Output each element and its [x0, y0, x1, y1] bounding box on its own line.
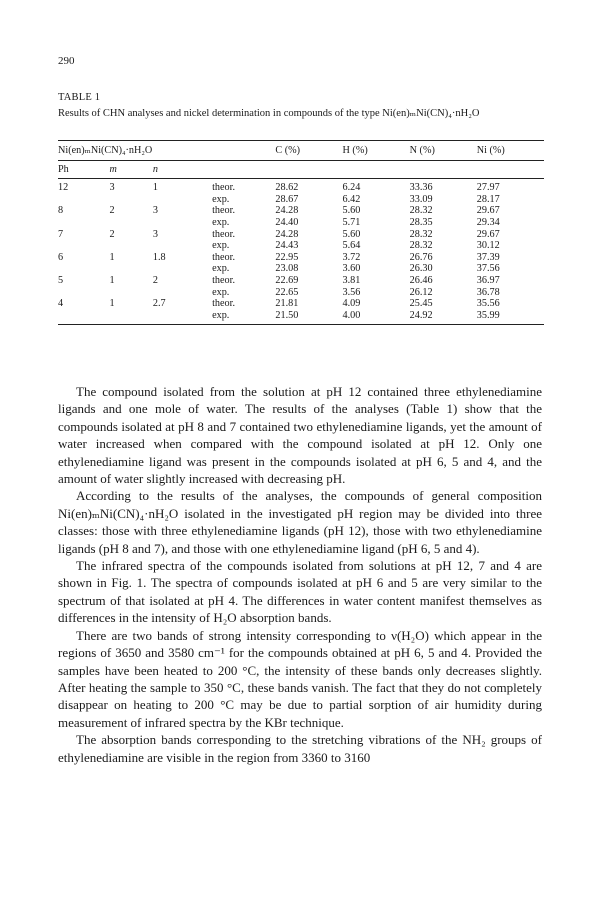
paragraph: The infrared spectra of the compounds isolated from solutions at pH 12, 7 and 4 are shown in Fig. 1. The spectra of compounds isolated at pH 6 and 5 are very similar to the spectrum of that isolated at pH 4. The differences in water content manifest themselves as differences in the intensity of H₂O absorption bands. — [58, 558, 542, 626]
header-hydrogen: H (%) — [343, 141, 410, 161]
cell-nitrogen: 25.45 — [409, 298, 433, 310]
subheader-blank — [275, 160, 342, 179]
cell-m — [101, 240, 152, 252]
cell-carbon: 21.81 — [275, 298, 299, 310]
cell-type: theor. — [212, 298, 236, 310]
cell-n — [153, 194, 212, 206]
cell-n: 1.8 — [152, 251, 166, 263]
cell-carbon: 24.40 — [275, 216, 299, 228]
cell-hydrogen: 4.00 — [343, 310, 410, 325]
paragraph: The compound isolated from the solution at pH 12 contained three ethylenediamine ligands and one mole of water. The results of the analyses (Table 1) show that the compounds isolated at pH 8 and 7 contained two ethylenediamine ligands, yet the amount of water increased when compared with the compound isolated at pH 12. Only one ethylenediamine ligand was present in the compounds isolated at pH 6, 5 and 4, and the amount of water slightly increased with decreasing pH. — [58, 384, 542, 487]
cell-hydrogen: 3.56 — [342, 286, 361, 298]
cell-nitrogen: 33.36 — [409, 182, 433, 194]
subheader-blank — [477, 160, 544, 179]
cell-ph: 12 — [58, 182, 69, 194]
table-row — [58, 205, 544, 217]
cell-n — [153, 263, 212, 275]
cell-hydrogen: 3.81 — [342, 274, 361, 286]
cell-carbon: 24.28 — [275, 205, 299, 217]
page-number: 290 — [58, 55, 75, 67]
cell-nitrogen: 28.32 — [409, 240, 433, 252]
cell-nickel: 28.17 — [476, 193, 500, 205]
table-row — [58, 229, 544, 241]
cell-carbon: 22.95 — [275, 251, 299, 263]
cell-hydrogen: 5.60 — [342, 228, 361, 240]
cell-m: 3 — [109, 182, 115, 194]
header-carbon: C (%) — [275, 141, 342, 161]
cell-ph: 4 — [58, 298, 64, 310]
subheader-blank — [343, 160, 410, 179]
header-nickel: Ni (%) — [477, 141, 544, 161]
cell-ph: 8 — [58, 205, 64, 217]
cell-hydrogen: 6.24 — [342, 182, 361, 194]
cell-carbon: 21.50 — [275, 310, 342, 325]
subheader-blank — [212, 160, 275, 179]
cell-hydrogen: 4.09 — [342, 298, 361, 310]
cell-ph — [58, 240, 101, 252]
cell-hydrogen: 5.60 — [342, 205, 361, 217]
paragraph: The absorption bands corresponding to the stretching vibrations of the NH₂ groups of ethylenediamine are visible in the region from 3360 to 3160 — [58, 732, 542, 765]
paragraph: According to the results of the analyses, the compounds of general composition Ni(en)ₘNi(CN)₄·nH₂O isolated in the investigated pH region may be divided into three classes: those with three ethylenediamine ligands (pH 12), those with two ethylenediamine ligands (pH 8 and 7), and those with one ethylenediamine ligand (pH 6, 5 and 4). — [58, 488, 542, 556]
table-row — [58, 217, 544, 229]
table-row — [58, 263, 544, 275]
cell-nickel: 36.97 — [476, 274, 500, 286]
cell-nitrogen: 24.92 — [410, 310, 477, 325]
cell-type: exp. — [212, 216, 230, 228]
cell-ph: 7 — [58, 228, 64, 240]
cell-m — [101, 217, 152, 229]
table-label: TABLE 1 — [58, 92, 101, 103]
cell-type: theor. — [212, 251, 236, 263]
cell-ph — [58, 287, 101, 299]
cell-nitrogen: 26.76 — [409, 251, 433, 263]
cell-nitrogen: 26.46 — [409, 274, 433, 286]
cell-type: exp. — [212, 240, 230, 252]
table-caption-formula: Ni(en)ₘNi(CN)₄·nH₂O — [382, 108, 480, 119]
header-nitrogen: N (%) — [410, 141, 477, 161]
cell-type: theor. — [212, 205, 236, 217]
cell-nitrogen: 28.32 — [409, 205, 433, 217]
cell-m: 1 — [109, 251, 115, 263]
cell-m — [101, 310, 152, 325]
paragraph: There are two bands of strong intensity corresponding to ν(H₂O) which appear in the regions of 3650 and 3580 cm⁻¹ for the compounds obtained at pH 6, 5 and 4. Provided the samples have been heated to 200 °C, the intensity of these bands only decreases slightly. After heating the sample to 350 °C, these bands vanish. The fact that they do not completely disappear on heating to 200 °C may be due to partial sorption of air humidity during measurement of infrared spectra by the KBr technique. — [58, 627, 542, 730]
cell-carbon: 28.67 — [275, 193, 299, 205]
cell-nitrogen: 28.32 — [409, 228, 433, 240]
cell-type: theor. — [212, 228, 236, 240]
cell-n: 3 — [152, 205, 158, 217]
table-body — [58, 179, 544, 325]
cell-type: exp. — [212, 286, 230, 298]
cell-type: theor. — [212, 182, 236, 194]
cell-ph — [58, 263, 101, 275]
cell-carbon: 23.08 — [275, 263, 299, 275]
cell-hydrogen: 3.72 — [342, 251, 361, 263]
cell-nickel: 35.99 — [477, 310, 544, 325]
cell-carbon: 22.65 — [275, 286, 299, 298]
table-row — [58, 240, 544, 252]
cell-n — [153, 240, 212, 252]
cell-n: 3 — [152, 228, 158, 240]
cell-type: exp. — [212, 193, 230, 205]
cell-nickel: 27.97 — [476, 182, 500, 194]
table-caption — [58, 107, 542, 121]
cell-n — [153, 310, 212, 325]
cell-hydrogen: 3.60 — [342, 263, 361, 275]
cell-nitrogen: 26.30 — [409, 263, 433, 275]
cell-type: theor. — [212, 274, 236, 286]
cell-nickel: 29.34 — [476, 216, 500, 228]
table-caption-text: Results of CHN analyses and nickel determination in compounds of the type — [58, 108, 380, 119]
cell-n — [153, 287, 212, 299]
cell-n: 2 — [152, 274, 158, 286]
table-row — [58, 310, 544, 325]
table-row — [58, 252, 544, 264]
cell-hydrogen: 5.71 — [342, 216, 361, 228]
cell-nickel: 29.67 — [476, 228, 500, 240]
cell-carbon: 24.28 — [275, 228, 299, 240]
table-row — [58, 287, 544, 299]
subheader-m: m — [101, 160, 152, 179]
cell-nickel: 36.78 — [476, 286, 500, 298]
cell-m: 1 — [109, 274, 115, 286]
cell-carbon: 24.43 — [275, 240, 299, 252]
cell-ph: 6 — [58, 251, 64, 263]
cell-n: 2.7 — [152, 298, 166, 310]
cell-nickel: 37.56 — [476, 263, 500, 275]
cell-m: 1 — [109, 298, 115, 310]
header-compound: Ni(en)ₘNi(CN)₄·nH₂O — [58, 141, 275, 161]
cell-m — [101, 194, 152, 206]
table-row — [58, 298, 544, 310]
cell-type: exp. — [212, 263, 230, 275]
cell-nitrogen: 33.09 — [409, 193, 433, 205]
cell-m — [101, 287, 152, 299]
cell-nickel: 29.67 — [476, 205, 500, 217]
cell-ph — [58, 310, 101, 325]
cell-ph — [58, 217, 101, 229]
table-row — [58, 275, 544, 287]
cell-carbon: 22.69 — [275, 274, 299, 286]
cell-nitrogen: 28.35 — [409, 216, 433, 228]
analysis-table — [58, 140, 544, 325]
subheader-n: n — [153, 160, 212, 179]
cell-nickel: 37.39 — [476, 251, 500, 263]
cell-hydrogen: 6.42 — [342, 193, 361, 205]
cell-ph — [58, 194, 101, 206]
table-row — [58, 194, 544, 206]
cell-nickel: 30.12 — [476, 240, 500, 252]
cell-m — [101, 263, 152, 275]
subheader-blank — [410, 160, 477, 179]
cell-carbon: 28.62 — [275, 182, 299, 194]
cell-nitrogen: 26.12 — [409, 286, 433, 298]
body-text — [58, 383, 542, 766]
cell-n: 1 — [152, 182, 158, 194]
cell-type: exp. — [212, 310, 275, 325]
cell-nickel: 35.56 — [476, 298, 500, 310]
cell-m: 2 — [109, 228, 115, 240]
table-row — [58, 179, 544, 194]
subheader-ph: Ph — [58, 160, 101, 179]
cell-m: 2 — [109, 205, 115, 217]
cell-hydrogen: 5.64 — [342, 240, 361, 252]
cell-n — [153, 217, 212, 229]
cell-ph: 5 — [58, 274, 64, 286]
